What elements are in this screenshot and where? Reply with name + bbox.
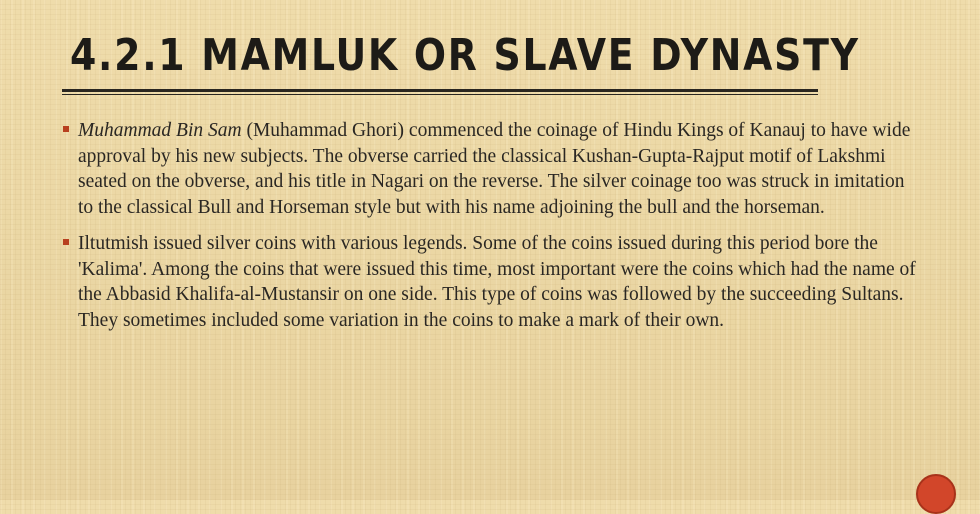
bullet-item xyxy=(62,118,922,220)
title-underline-thin xyxy=(62,94,818,95)
slide-nav-button[interactable] xyxy=(916,474,956,514)
slide-body xyxy=(62,118,922,344)
square-bullet-icon xyxy=(63,126,69,132)
bullet-lead-emphasis: Muhammad Bin Sam xyxy=(78,120,242,141)
bullet-text: Iltutmish issued silver coins with various legends. Some of the coins issued during this period bore the 'Kalima'. Among the coins that were issued this time, most important were the coins which had the name of the Abbasid Khalifa-al-Mustansir on one side. This type of coins was followed by the succeeding Sultans. They sometimes included some variation in the coins to make a mark of their own. xyxy=(78,233,916,331)
title-underline-thick xyxy=(62,89,818,92)
bullet-text: (Muhammad Ghori) commenced the coinage of Hindu Kings of Kanauj to have wide approval by his new subjects. The obverse carried the classical Kushan-Gupta-Rajput motif of Lakshmi seated on the obverse, and his title in Nagari on the reverse. The silver coinage too was struck in imitation to the classical Bull and Horseman style but with his name adjoining the bull and the horseman. xyxy=(78,120,911,218)
bullet-item xyxy=(62,231,922,333)
slide-title: 4.2.1 MAMLUK OR SLAVE DYNASTY xyxy=(70,30,860,81)
square-bullet-icon xyxy=(63,239,69,245)
